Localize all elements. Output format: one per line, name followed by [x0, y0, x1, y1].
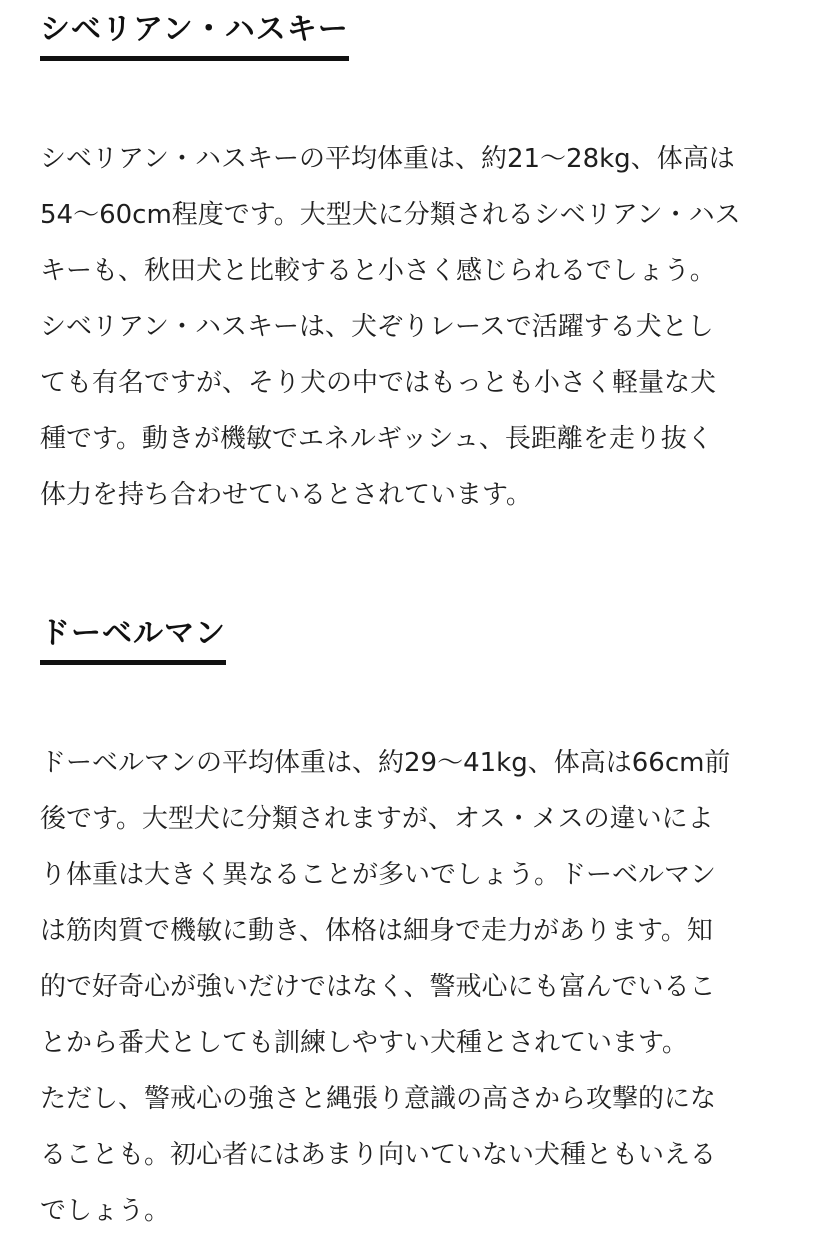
section-siberian-husky [40, 10, 785, 523]
paragraph-line: ることも。初心者にはあまり向いていない犬種ともいえる [40, 1140, 717, 1170]
paragraph-line: 54〜60cm程度です。大型犬に分類されるシベリアン・ハス [40, 200, 741, 230]
paragraph-line: とから番犬としても訓練しやすい犬種とされています。 [40, 1028, 688, 1058]
section-heading: シベリアン・ハスキー [40, 12, 349, 47]
paragraph-line: でしょう。 [40, 1196, 171, 1226]
paragraph-line: は筋肉質で機敏に動き、体格は細身で走力があります。知 [40, 916, 713, 946]
section-heading-underline [40, 10, 349, 61]
section-heading-underline [40, 614, 226, 665]
section-paragraph [40, 735, 785, 1239]
paragraph-line: 体力を持ち合わせているとされています。 [40, 480, 532, 510]
paragraph-line: り体重は大きく異なることが多いでしょう。ドーベルマン [40, 860, 717, 890]
paragraph-line: 的で好奇心が強いだけではなく、警戒心にも富んでいるこ [40, 972, 716, 1002]
paragraph-line: ドーベルマンの平均体重は、約29〜41kg、体高は66cm前 [40, 748, 731, 778]
section-heading: ドーベルマン [40, 616, 226, 651]
paragraph-line: キーも、秋田犬と比較すると小さく感じられるでしょう。 [40, 256, 716, 286]
paragraph-line: 種です。動きが機敏でエネルギッシュ、長距離を走り抜く [40, 424, 713, 454]
paragraph-line: シベリアン・ハスキーは、犬ぞりレースで活躍する犬とし [40, 312, 714, 342]
paragraph-line: 後です。大型犬に分類されますが、オス・メスの違いによ [40, 804, 714, 834]
section-paragraph [40, 131, 785, 523]
section-doberman [40, 614, 785, 1239]
paragraph-line: ても有名ですが、そり犬の中ではもっとも小さく軽量な犬 [40, 368, 717, 398]
paragraph-line: シベリアン・ハスキーの平均体重は、約21〜28kg、体高は [40, 144, 735, 174]
paragraph-line: ただし、警戒心の強さと縄張り意識の高さから攻撃的にな [40, 1084, 717, 1114]
